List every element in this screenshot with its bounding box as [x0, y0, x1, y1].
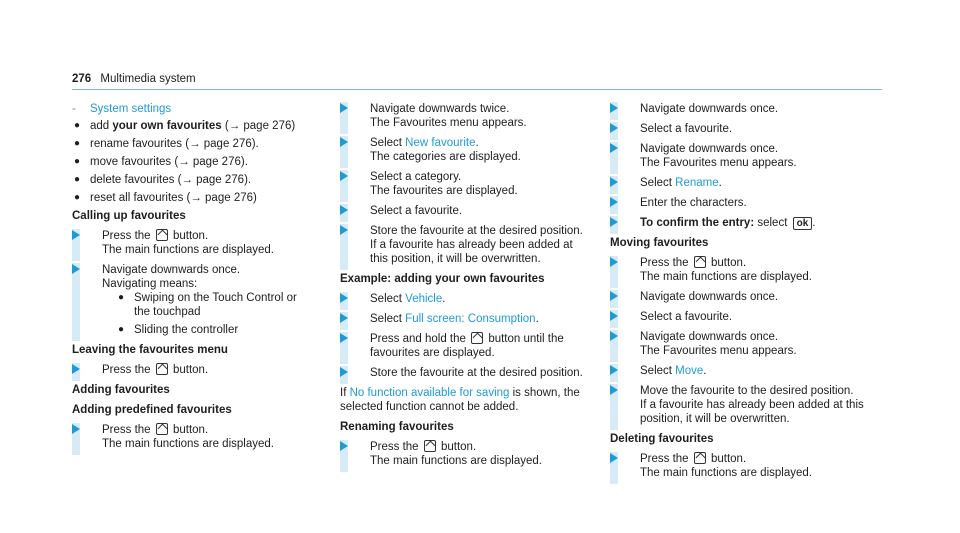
- section-heading: Leaving the favourites menu: [72, 344, 228, 356]
- arrow-right-icon: [340, 103, 348, 113]
- bullet-icon: ●: [118, 292, 125, 303]
- arrow-right-icon: [72, 230, 80, 240]
- arrow-right-icon: [610, 177, 618, 187]
- arrow-right-icon: [610, 291, 618, 301]
- bullet-icon: ●: [74, 120, 81, 131]
- arrow-right-icon: [340, 367, 348, 377]
- arrow-right-icon: [610, 123, 618, 133]
- list-item: ● move favourites (→ page 276).: [74, 156, 248, 168]
- step: Press and hold the button until the favourites are displayed.: [340, 332, 590, 360]
- step: Select Full screen: Consumption.: [340, 312, 590, 326]
- arrow-right-icon: [610, 453, 618, 463]
- arrow-right-icon: [340, 225, 348, 235]
- home-button-icon: [471, 332, 483, 344]
- arrow-right-icon: [72, 424, 80, 434]
- bullet-icon: ●: [74, 156, 81, 167]
- arrow-right-icon: [610, 331, 618, 341]
- rename-link[interactable]: Rename: [675, 177, 719, 189]
- step: Press the button. The main functions are displayed.: [340, 440, 590, 468]
- step: Store the favourite at the desired position. If a favourite has already been added at this position, it will be overwritten.: [340, 224, 590, 266]
- column-2: [340, 102, 590, 474]
- arrow-right-icon: [610, 311, 618, 321]
- section-heading: Adding predefined favourites: [72, 404, 232, 416]
- step: Press the button.: [72, 363, 312, 377]
- bullet-icon: ●: [74, 192, 81, 203]
- step: Press the button. The main functions are displayed.: [72, 423, 312, 451]
- page-header-title: Multimedia system: [100, 73, 196, 85]
- step: Press the button. The main functions are displayed.: [610, 452, 870, 480]
- arrow-right-icon: [340, 293, 348, 303]
- step: Navigate downwards once. The Favourites menu appears.: [610, 330, 870, 358]
- section-heading: Example: adding your own favourites: [340, 273, 545, 285]
- step: Select Move.: [610, 364, 870, 378]
- step: Select New favourite. The categories are displayed.: [340, 136, 590, 164]
- section-heading: Calling up favourites: [72, 210, 186, 222]
- note-paragraph: If No function available for saving is shown, the selected function cannot be added.: [340, 387, 580, 413]
- arrow-right-icon: [340, 205, 348, 215]
- step: Move the favourite to the desired position. If a favourite has already been added at this position, it will be overwritten.: [610, 384, 870, 426]
- vehicle-link[interactable]: Vehicle: [405, 293, 443, 305]
- list-item: ● reset all favourites (→ page 276): [74, 192, 257, 204]
- step: Press the button. The main functions are displayed.: [72, 229, 312, 257]
- no-function-link[interactable]: No function available for saving: [349, 387, 510, 399]
- system-settings-link[interactable]: System settings: [90, 103, 172, 115]
- step: Navigate downwards once.: [610, 102, 870, 116]
- step: Navigate downwards once. Navigating means: ● Swiping on the Touch Control or the touchpad ● Sliding the controller: [72, 263, 312, 337]
- home-button-icon: [156, 229, 168, 241]
- list-item: ● Sliding the controller: [118, 324, 239, 336]
- arrow-right-icon: [610, 385, 618, 395]
- arrow-right-icon: [72, 264, 80, 274]
- arrow-right-icon: [72, 364, 80, 374]
- step: Select Rename.: [610, 176, 870, 190]
- section-heading: Deleting favourites: [610, 433, 714, 445]
- column-1: [72, 102, 312, 457]
- step: Store the favourite at the desired position.: [340, 366, 590, 380]
- arrow-right-icon: [340, 171, 348, 181]
- step: Press the button. The main functions are displayed.: [610, 256, 870, 284]
- step: Navigate downwards once. The Favourites menu appears.: [610, 142, 870, 170]
- step: Select a category. The favourites are displayed.: [340, 170, 590, 198]
- dash-item: - System settings: [72, 103, 172, 115]
- arrow-right-icon: [610, 143, 618, 153]
- step: Select a favourite.: [610, 122, 870, 136]
- arrow-right-icon: [610, 103, 618, 113]
- bullet-icon: ●: [118, 324, 125, 335]
- step: Enter the characters.: [610, 196, 870, 210]
- full-screen-consumption-link[interactable]: Full screen: Consumption: [405, 313, 536, 325]
- home-button-icon: [694, 452, 706, 464]
- page-header: [72, 72, 196, 86]
- ok-button-icon: ok: [793, 217, 813, 230]
- list-item: ● Swiping on the Touch Control or the touchpad: [118, 292, 297, 318]
- step: Navigate downwards twice. The Favourites menu appears.: [340, 102, 590, 130]
- home-button-icon: [156, 423, 168, 435]
- step: Select Vehicle.: [340, 292, 590, 306]
- home-button-icon: [156, 363, 168, 375]
- step: Select a favourite.: [340, 204, 590, 218]
- step: Navigate downwards once.: [610, 290, 870, 304]
- section-heading: Renaming favourites: [340, 421, 454, 433]
- bullet-icon: ●: [74, 138, 81, 149]
- arrow-right-icon: [610, 197, 618, 207]
- step: Select a favourite.: [610, 310, 870, 324]
- arrow-right-icon: [340, 441, 348, 451]
- header-rule: [72, 89, 882, 90]
- arrow-right-icon: [610, 257, 618, 267]
- arrow-right-icon: [340, 313, 348, 323]
- arrow-right-icon: [340, 333, 348, 343]
- column-3: [610, 102, 870, 486]
- list-item: ● add your own favourites (→ page 276): [74, 120, 296, 132]
- arrow-right-icon: [340, 137, 348, 147]
- move-link[interactable]: Move: [675, 365, 704, 377]
- arrow-right-icon: [610, 365, 618, 375]
- section-heading: Moving favourites: [610, 237, 709, 249]
- new-favourite-link[interactable]: New favourite: [405, 137, 476, 149]
- list-item: ● rename favourites (→ page 276).: [74, 138, 259, 150]
- bullet-icon: ●: [74, 174, 81, 185]
- section-heading: Adding favourites: [72, 384, 170, 396]
- step: To confirm the entry: select ok .: [610, 216, 870, 230]
- home-button-icon: [424, 440, 436, 452]
- home-button-icon: [694, 256, 706, 268]
- list-item: ● delete favourites (→ page 276).: [74, 174, 252, 186]
- arrow-right-icon: [610, 217, 618, 227]
- page-number: 276: [72, 73, 92, 85]
